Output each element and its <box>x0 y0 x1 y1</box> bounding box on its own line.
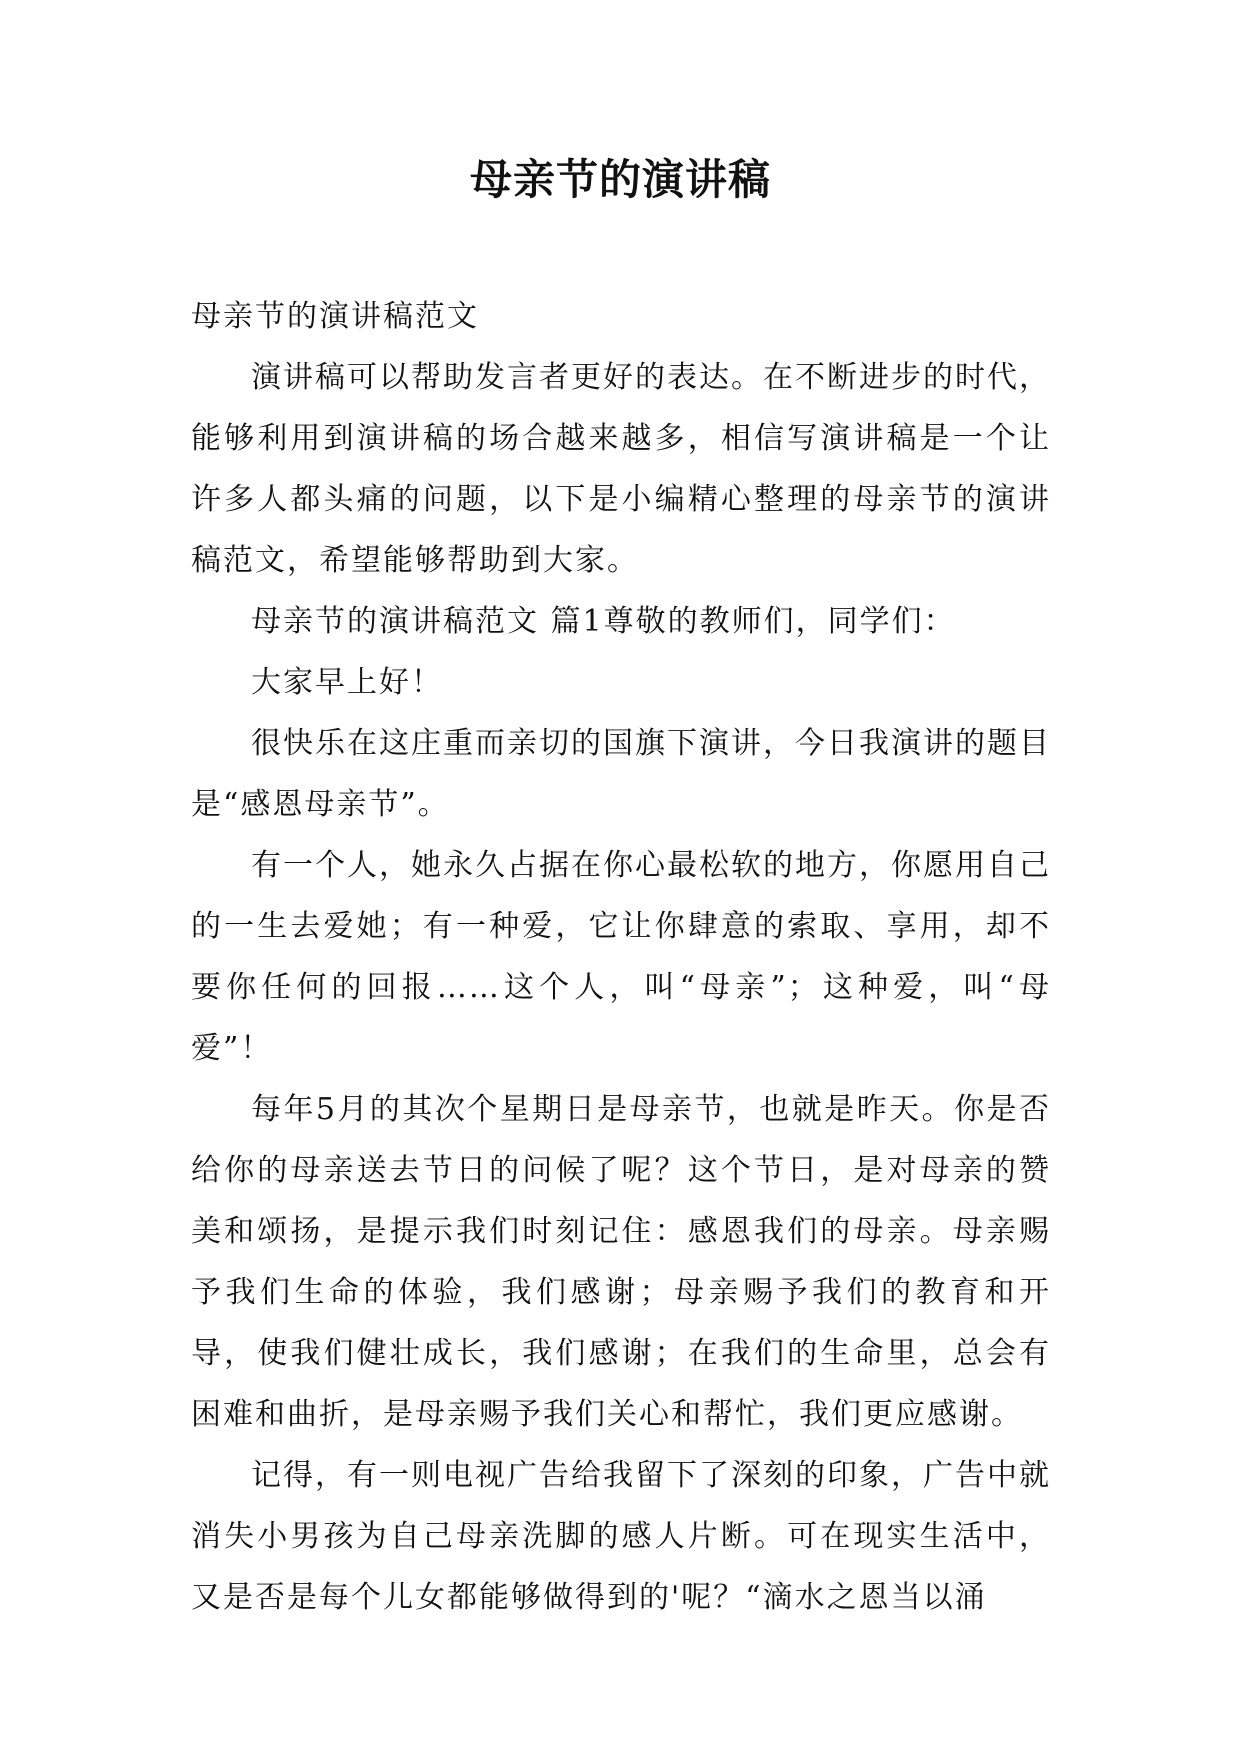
paragraph-intro: 演讲稿可以帮助发言者更好的表达。在不断进步的时代，能够利用到演讲稿的场合越来越多，相信写演讲稿是一个让许多人都头痛的问题，以下是小编精心整理的母亲节的演讲稿范文，希望能够帮助到大家。 <box>191 360 1051 578</box>
document-body <box>191 286 1051 1628</box>
paragraph-mothers-day: 每年5月的其次个星期日是母亲节，也就是昨天。你是否给你的母亲送去节日的问候了呢？这个节日，是对母亲的赞美和颂扬，是提示我们时刻记住：感恩我们的母亲。母亲赐予我们生命的体验，我们感谢；母亲赐予我们的教育和开导，使我们健壮成长，我们感谢；在我们的生命里，总会有困难和曲折，是母亲赐予我们关心和帮忙，我们更应感谢。 <box>191 1092 1051 1432</box>
section-heading: 母亲节的演讲稿范文 <box>191 299 479 334</box>
paragraph-topic: 很快乐在这庄重而亲切的国旗下演讲，今日我演讲的题目是“感恩母亲节”。 <box>191 726 1051 822</box>
paragraph-speech-heading: 母亲节的演讲稿范文 篇1尊敬的教师们，同学们： <box>251 604 956 639</box>
document-title: 母亲节的演讲稿 <box>469 155 771 204</box>
paragraph-greeting: 大家早上好！ <box>251 665 443 700</box>
paragraph-tv-ad: 记得，有一则电视广告给我留下了深刻的印象，广告中就消失小男孩为自己母亲洗脚的感人片断。可在现实生活中，又是否是每个儿女都能够做得到的'呢？“滴水之恩当以涌 <box>191 1458 1051 1615</box>
paragraph-mother-love: 有一个人，她永久占据在你心最松软的地方，你愿用自己的一生去爱她；有一种爱，它让你肆意的索取、享用，却不要你任何的回报……这个人，叫“母亲”；这种爱，叫“母爱”！ <box>191 848 1051 1066</box>
